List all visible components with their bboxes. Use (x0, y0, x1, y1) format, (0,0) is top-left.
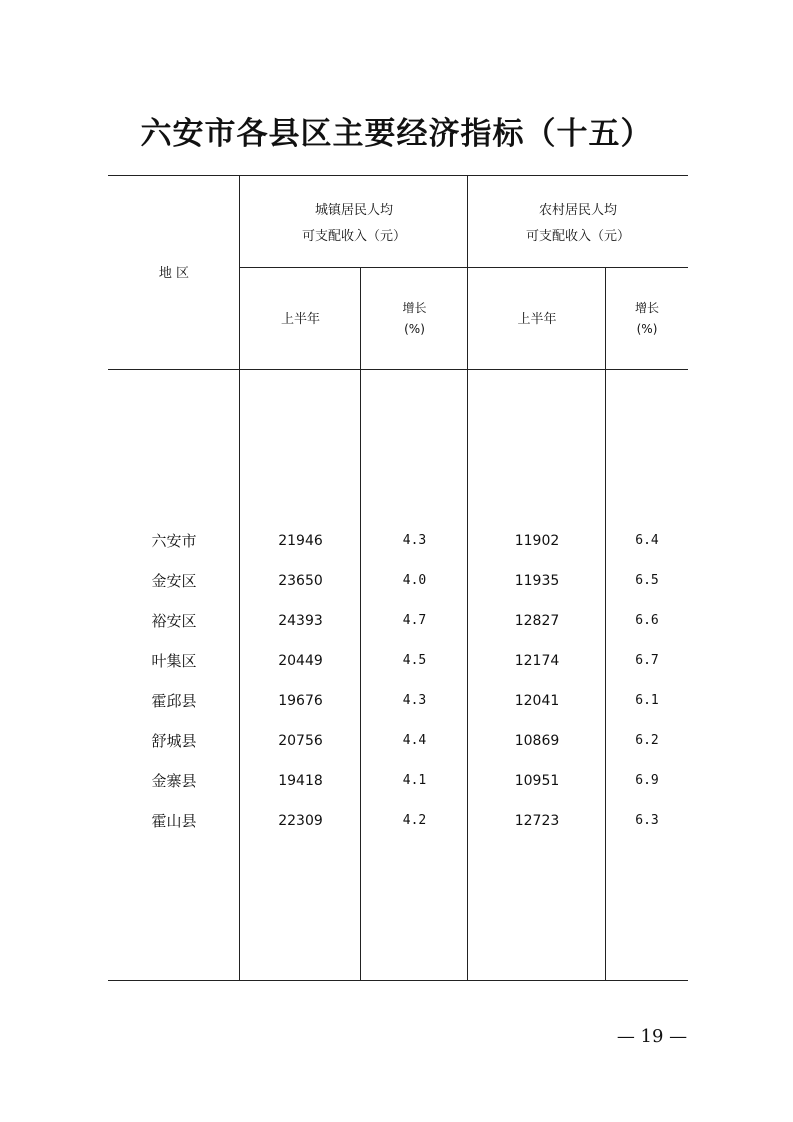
urban-growth-value: 4.3 (402, 693, 427, 708)
urban-income-value: 24393 (278, 613, 323, 629)
rural-income-value: 11935 (514, 573, 560, 589)
region-name: 六安市 (151, 532, 197, 550)
urban-growth-value: 4.5 (402, 653, 427, 668)
rural-growth-header-line1: 增长 (634, 301, 659, 315)
urban-growth-value: 4.7 (402, 613, 427, 628)
urban-growth-header-line2: (%) (404, 322, 425, 336)
urban-income-header-line1: 城镇居民人均 (314, 203, 393, 218)
region-name: 裕安区 (151, 612, 197, 630)
urban-growth-value: 4.4 (402, 733, 427, 748)
urban-income-value: 22309 (278, 813, 323, 829)
region-name: 霍邱县 (151, 692, 197, 710)
urban-income-value: 23650 (278, 573, 323, 589)
rural-income-value: 12174 (514, 653, 560, 669)
rural-half-year-header: 上半年 (517, 312, 557, 327)
rural-growth-header-line2: (%) (636, 322, 658, 336)
urban-growth-value: 4.3 (402, 533, 427, 548)
rural-income-value: 12041 (514, 693, 560, 709)
urban-income-value: 21946 (278, 533, 323, 549)
rural-growth-value: 6.9 (635, 773, 659, 788)
region-name: 舒城县 (151, 732, 197, 750)
urban-income-value: 19418 (278, 773, 323, 789)
table-top-border (108, 175, 688, 176)
rural-income-value: 12827 (514, 613, 560, 629)
rural-growth-value: 6.6 (635, 613, 659, 628)
rural-growth-value: 6.2 (635, 733, 659, 748)
urban-growth-value: 4.0 (402, 573, 427, 588)
rural-growth-value: 6.7 (635, 653, 659, 668)
rural-income-value: 10951 (514, 773, 560, 789)
region-name: 霍山县 (151, 812, 197, 830)
rural-income-value: 11902 (514, 533, 560, 549)
urban-income-value: 20756 (278, 733, 323, 749)
urban-growth-header-line1: 增长 (402, 301, 427, 315)
rural-growth-value: 6.1 (635, 693, 659, 708)
rural-income-header-line2: 可支配收入（元） (525, 229, 630, 244)
region-name: 金寨县 (151, 772, 197, 790)
rural-growth-value: 6.5 (635, 573, 659, 588)
region-name: 叶集区 (151, 652, 197, 670)
group-header-divider (240, 267, 688, 268)
urban-growth-value: 4.1 (402, 773, 427, 788)
header-bottom-border (108, 369, 688, 370)
urban-income-value: 19676 (278, 693, 323, 709)
page-title: 六安市各县区主要经济指标（十五） (140, 116, 653, 152)
rural-income-value: 10869 (514, 733, 560, 749)
rural-growth-value: 6.4 (635, 533, 659, 548)
rural-income-header-line1: 农村居民人均 (538, 203, 617, 218)
region-header: 地 区 (158, 266, 190, 281)
region-name: 金安区 (151, 572, 197, 590)
page-number: — 19 — (616, 1026, 688, 1047)
table-bottom-border (108, 980, 688, 981)
urban-half-year-header: 上半年 (280, 312, 320, 327)
rural-growth-value: 6.3 (635, 813, 659, 828)
rural-income-value: 12723 (514, 813, 560, 829)
urban-income-header-line2: 可支配收入（元） (301, 229, 406, 244)
urban-income-value: 20449 (278, 653, 323, 669)
urban-growth-value: 4.2 (402, 813, 427, 828)
